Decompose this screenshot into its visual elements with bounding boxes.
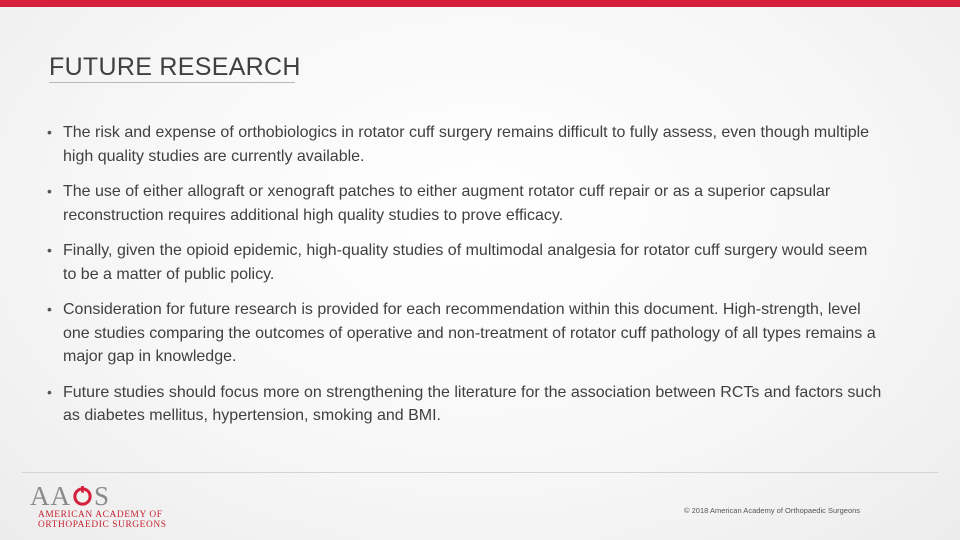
bullet-list <box>45 121 885 440</box>
bullet-text: Future studies should focus more on strengthening the literature for the association between RCTs and factors such as diabetes mellitus, hypertension, smoking and BMI. <box>63 383 882 424</box>
logo-letters-right: S <box>94 481 111 511</box>
logo-subtitle-line2: ORTHOPAEDIC SURGEONS <box>38 520 167 530</box>
bullet-text: The use of either allograft or xenograft patches to either augment rotator cuff repair or as a superior capsular reconstruction requires additional high quality studies to prove efficacy. <box>63 183 831 224</box>
title-underline <box>49 82 295 83</box>
logo-subtitle-line1: AMERICAN ACADEMY OF <box>38 510 163 520</box>
bullet-text: Finally, given the opioid epidemic, high-quality studies of multimodal analgesia for rotator cuff surgery would seem to be a matter of public policy. <box>63 242 868 283</box>
bullet-text: The risk and expense of orthobiologics in rotator cuff surgery remains difficult to fully assess, even though multiple high quality studies are currently available. <box>63 124 870 165</box>
bullet-item <box>45 180 885 227</box>
logo-ring-icon <box>72 486 93 507</box>
bullet-marker: • <box>47 183 52 199</box>
slide-title: FUTURE RESEARCH <box>49 53 301 81</box>
bullet-item <box>45 298 885 369</box>
bullet-marker: • <box>47 124 52 140</box>
bullet-marker: • <box>47 242 52 258</box>
aaos-logo <box>30 481 167 532</box>
bullet-item <box>45 121 885 168</box>
bullet-text: Consideration for future research is provided for each recommendation within this document. High-strength, level one studies comparing the outcomes of operative and non-treatment of rotator cuff pathology of all types remains a major gap in knowledge. <box>63 301 876 365</box>
top-accent-bar <box>0 0 960 7</box>
copyright-text: © 2018 American Academy of Orthopaedic Surgeons <box>684 506 861 515</box>
bullet-item <box>45 239 885 286</box>
logo-wordmark <box>30 482 160 510</box>
bullet-marker: • <box>47 383 52 400</box>
logo-letters-left: AA <box>30 481 71 511</box>
bullet-item <box>45 381 885 428</box>
footer-divider <box>22 472 938 473</box>
bullet-marker: • <box>47 301 52 317</box>
